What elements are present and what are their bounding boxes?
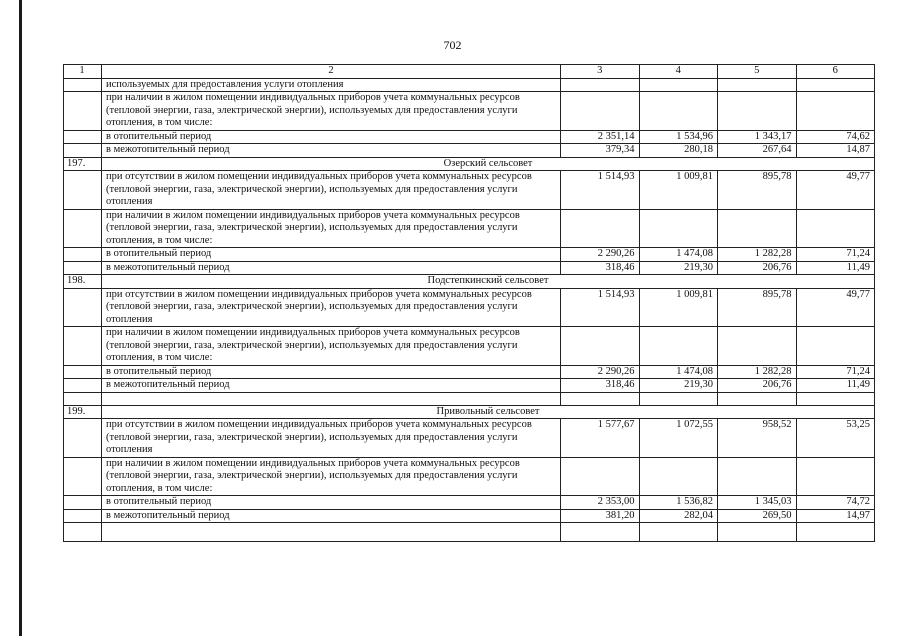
column-header: 4 (639, 65, 718, 79)
blank-cell (102, 392, 561, 405)
value-col-3 (561, 457, 640, 496)
value-col-6: 11,49 (796, 261, 875, 275)
blank-cell (64, 523, 102, 542)
row-number-cell (64, 288, 102, 327)
table-row (64, 509, 875, 523)
value-col-4: 1 009,81 (639, 171, 718, 210)
value-col-5 (718, 457, 797, 496)
value-col-3 (561, 78, 640, 92)
blank-cell (561, 392, 640, 405)
value-col-3: 2 290,26 (561, 248, 640, 262)
value-col-6: 49,77 (796, 171, 875, 210)
section-title: Озерский сельсовет (102, 157, 875, 171)
row-description: в отопительный период (102, 365, 561, 379)
table-row (64, 248, 875, 262)
table-row (64, 78, 875, 92)
value-col-6: 71,24 (796, 365, 875, 379)
blank-cell (102, 523, 561, 542)
value-col-6: 49,77 (796, 288, 875, 327)
row-description: используемых для предоставления услуги отопления (102, 78, 561, 92)
row-number-cell (64, 144, 102, 158)
row-number-cell (64, 248, 102, 262)
value-col-6 (796, 92, 875, 131)
value-col-3: 2 290,26 (561, 365, 640, 379)
row-description: при наличии в жилом помещении индивидуальных приборов учета коммунальных ресурсов (тепловой энергии, газа, электрической энергии), используемых для предоставления услуги отопления, в том числе: (102, 327, 561, 366)
value-col-6: 14,87 (796, 144, 875, 158)
value-col-6 (796, 78, 875, 92)
table-row (64, 365, 875, 379)
value-col-4: 1 474,08 (639, 248, 718, 262)
row-description: при наличии в жилом помещении индивидуальных приборов учета коммунальных ресурсов (тепловой энергии, газа, электрической энергии), используемых для предоставления услуги отопления, в том числе: (102, 209, 561, 248)
section-title: Привольный сельсовет (102, 405, 875, 419)
blank-cell (64, 392, 102, 405)
table-row (64, 92, 875, 131)
row-number-cell (64, 261, 102, 275)
value-col-3: 318,46 (561, 379, 640, 393)
row-description: при наличии в жилом помещении индивидуальных приборов учета коммунальных ресурсов (тепловой энергии, газа, электрической энергии), используемых для предоставления услуги отопления, в том числе: (102, 457, 561, 496)
column-header: 6 (796, 65, 875, 79)
table-row (64, 130, 875, 144)
table-row (64, 209, 875, 248)
section-title: Подстепкинский сельсовет (102, 275, 875, 289)
value-col-4: 282,04 (639, 509, 718, 523)
value-col-4 (639, 78, 718, 92)
value-col-5: 269,50 (718, 509, 797, 523)
table-header-row (64, 65, 875, 79)
row-number-cell (64, 457, 102, 496)
page-number: 702 (443, 38, 462, 52)
value-col-6 (796, 327, 875, 366)
value-col-6: 53,25 (796, 419, 875, 458)
value-col-3: 1 514,93 (561, 171, 640, 210)
table-row (64, 457, 875, 496)
value-col-5 (718, 92, 797, 131)
row-number-cell (64, 419, 102, 458)
value-col-6: 74,62 (796, 130, 875, 144)
row-number-cell (64, 496, 102, 510)
table-row (64, 419, 875, 458)
value-col-6 (796, 209, 875, 248)
row-number-cell (64, 379, 102, 393)
section-header-row (64, 405, 875, 419)
value-col-5: 895,78 (718, 288, 797, 327)
blank-cell (796, 523, 875, 542)
table-row (64, 171, 875, 210)
section-header-row (64, 157, 875, 171)
column-header: 1 (64, 65, 102, 79)
value-col-5 (718, 78, 797, 92)
blank-cell (718, 392, 797, 405)
value-col-3 (561, 92, 640, 131)
value-col-6: 11,49 (796, 379, 875, 393)
row-number-cell (64, 130, 102, 144)
value-col-5: 206,76 (718, 379, 797, 393)
value-col-3 (561, 327, 640, 366)
blank-cell (639, 523, 718, 542)
value-col-4 (639, 457, 718, 496)
blank-row (64, 392, 875, 405)
row-number-cell (64, 171, 102, 210)
row-description: в отопительный период (102, 130, 561, 144)
value-col-4: 1 072,55 (639, 419, 718, 458)
row-number-cell (64, 509, 102, 523)
value-col-4: 280,18 (639, 144, 718, 158)
value-col-5: 958,52 (718, 419, 797, 458)
row-number-cell (64, 78, 102, 92)
value-col-5 (718, 209, 797, 248)
table-row (64, 379, 875, 393)
value-col-4: 1 534,96 (639, 130, 718, 144)
row-description: в межотопительный период (102, 144, 561, 158)
section-header-row (64, 275, 875, 289)
table-row (64, 144, 875, 158)
section-number: 198. (64, 275, 102, 289)
row-number-cell (64, 209, 102, 248)
value-col-4: 219,30 (639, 261, 718, 275)
value-col-6: 71,24 (796, 248, 875, 262)
row-number-cell (64, 327, 102, 366)
value-col-5: 1 343,17 (718, 130, 797, 144)
value-col-6: 74,72 (796, 496, 875, 510)
value-col-4 (639, 327, 718, 366)
row-description: в отопительный период (102, 496, 561, 510)
value-col-3 (561, 209, 640, 248)
blank-cell (796, 392, 875, 405)
row-description: в отопительный период (102, 248, 561, 262)
row-description: при наличии в жилом помещении индивидуальных приборов учета коммунальных ресурсов (тепловой энергии, газа, электрической энергии), используемых для предоставления услуги отопления, в том числе: (102, 92, 561, 131)
value-col-3: 381,20 (561, 509, 640, 523)
value-col-5: 1 282,28 (718, 248, 797, 262)
value-col-6: 14,97 (796, 509, 875, 523)
value-col-5: 1 282,28 (718, 365, 797, 379)
value-col-4 (639, 92, 718, 131)
row-description: в межотопительный период (102, 509, 561, 523)
value-col-3: 2 351,14 (561, 130, 640, 144)
blank-cell (718, 523, 797, 542)
column-header: 3 (561, 65, 640, 79)
row-number-cell (64, 365, 102, 379)
section-number: 199. (64, 405, 102, 419)
value-col-4 (639, 209, 718, 248)
value-col-5: 1 345,03 (718, 496, 797, 510)
table-row (64, 496, 875, 510)
column-header: 2 (102, 65, 561, 79)
row-number-cell (64, 92, 102, 131)
row-description: при отсутствии в жилом помещении индивидуальных приборов учета коммунальных ресурсов (тепловой энергии, газа, электрической энергии), используемых для предоставления услуги отопления (102, 419, 561, 458)
section-number: 197. (64, 157, 102, 171)
row-description: при отсутствии в жилом помещении индивидуальных приборов учета коммунальных ресурсов (тепловой энергии, газа, электрической энергии), используемых для предоставления услуги отопления (102, 288, 561, 327)
value-col-3: 379,34 (561, 144, 640, 158)
blank-cell (561, 523, 640, 542)
column-header: 5 (718, 65, 797, 79)
value-col-3: 1 514,93 (561, 288, 640, 327)
value-col-5: 267,64 (718, 144, 797, 158)
value-col-3: 1 577,67 (561, 419, 640, 458)
row-description: при отсутствии в жилом помещении индивидуальных приборов учета коммунальных ресурсов (тепловой энергии, газа, электрической энергии), используемых для предоставления услуги отопления (102, 171, 561, 210)
row-description: в межотопительный период (102, 379, 561, 393)
table-row (64, 327, 875, 366)
tariff-table (63, 64, 875, 542)
value-col-4: 1 536,82 (639, 496, 718, 510)
value-col-4: 1 009,81 (639, 288, 718, 327)
value-col-5: 895,78 (718, 171, 797, 210)
value-col-4: 219,30 (639, 379, 718, 393)
blank-row (64, 523, 875, 542)
value-col-5 (718, 327, 797, 366)
blank-cell (639, 392, 718, 405)
table-row (64, 288, 875, 327)
row-description: в межотопительный период (102, 261, 561, 275)
value-col-6 (796, 457, 875, 496)
page-binding-edge (19, 0, 22, 636)
table-row (64, 261, 875, 275)
value-col-5: 206,76 (718, 261, 797, 275)
value-col-3: 2 353,00 (561, 496, 640, 510)
value-col-3: 318,46 (561, 261, 640, 275)
value-col-4: 1 474,08 (639, 365, 718, 379)
